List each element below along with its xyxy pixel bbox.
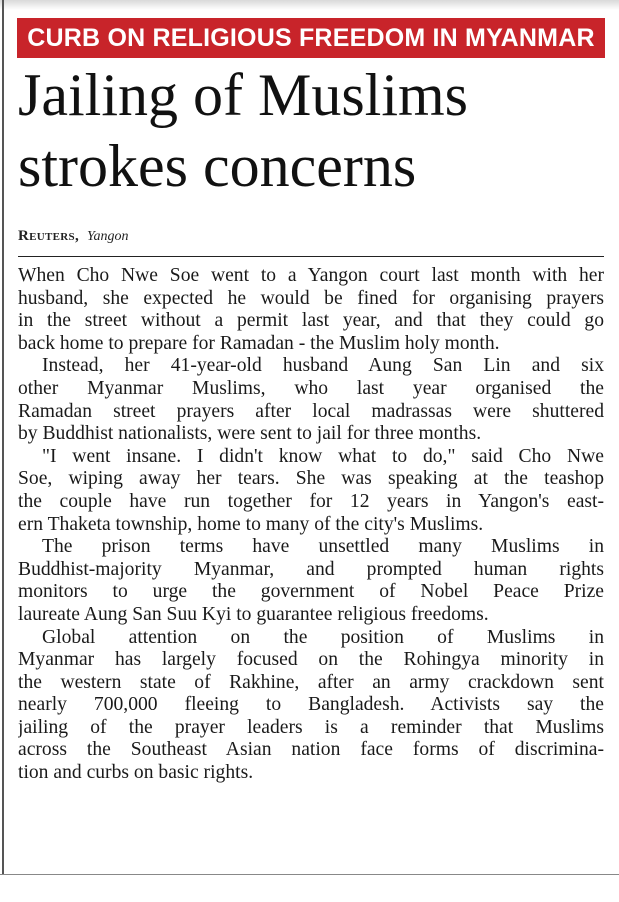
body-line: The prison terms have unsettled many Muslims in (42, 536, 604, 558)
bottom-rule (0, 874, 619, 875)
article-body (18, 265, 604, 785)
scan-shadow (0, 0, 619, 10)
body-line: jailing of the prayer leaders is a reminder that Muslims (18, 716, 604, 738)
byline-agency: Reuters, (18, 228, 79, 244)
body-line: Global attention on the position of Muslims in (42, 626, 604, 648)
body-line: "I went insane. I didn't know what to do," said Cho Nwe (42, 445, 604, 467)
body-line: ern Thaketa township, home to many of the city's Muslims. (18, 513, 484, 535)
body-line: the couple have run together for 12 years in Yangon's east- (18, 490, 604, 512)
body-line: monitors to urge the government of Nobel Peace Prize (18, 581, 604, 603)
body-line: in the street without a permit last year, and that they could go (18, 310, 604, 332)
section-banner: CURB ON RELIGIOUS FREEDOM IN MYANMAR (17, 18, 605, 58)
body-line: Soe, wiping away her tears. She was speaking at the teashop (18, 468, 604, 490)
body-line: husband, she expected he would be fined for organising prayers (18, 287, 604, 309)
headline-line-2: strokes concerns (18, 133, 417, 199)
byline-rule (18, 256, 604, 257)
body-line: laureate Aung San Suu Kyi to guarantee religious freedoms. (18, 603, 489, 625)
headline (18, 60, 613, 202)
body-line: nearly 700,000 fleeing to Bangladesh. Activists say the (18, 694, 604, 716)
body-line: other Myanmar Muslims, who last year organised the (18, 377, 604, 399)
byline (18, 227, 129, 245)
body-line: Buddhist-majority Myanmar, and prompted human rights (18, 558, 604, 580)
column-rule (2, 0, 4, 875)
body-line: across the Southeast Asian nation face forms of discrimina- (18, 739, 604, 761)
headline-line-1: Jailing of Muslims (18, 62, 469, 128)
body-line: back home to prepare for Ramadan - the Muslim holy month. (18, 332, 500, 354)
body-line: Ramadan street prayers after local madrassas were shuttered (18, 400, 604, 422)
body-line: Myanmar has largely focused on the Rohingya minority in (18, 649, 604, 671)
body-line: by Buddhist nationalists, were sent to jail for three months. (18, 423, 482, 445)
body-line: the western state of Rakhine, after an army crackdown sent (18, 671, 604, 693)
body-line: When Cho Nwe Soe went to a Yangon court last month with her (18, 265, 604, 286)
body-line: tion and curbs on basic rights. (18, 762, 254, 784)
body-line: Instead, her 41-year-old husband Aung San Lin and six (42, 355, 604, 377)
byline-place: Yangon (87, 229, 129, 244)
